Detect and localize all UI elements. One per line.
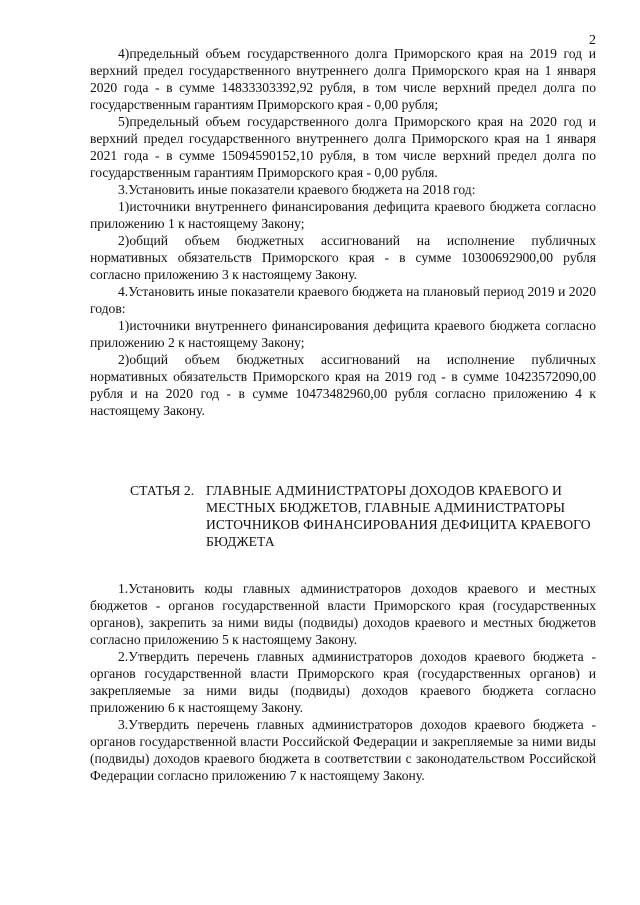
paragraph-debt-2019: 4)предельный объем государственного долга Приморского края на 2019 год и верхний предел государственного внутреннего долга Приморского края на 1 января 2020 года - в сумме 14833303392,92 рубля, в том числе верхний предел долга по государственным гарантиям Приморского края - 0,00 рубля; bbox=[90, 46, 596, 112]
paragraph-item-3-1: 1)источники внутреннего финансирования дефицита краевого бюджета согласно приложению 1 к настоящему Закону; bbox=[90, 199, 596, 231]
paragraph-item-4-2: 2)общий объем бюджетных ассигнований на исполнение публичных нормативных обязательств Приморского края на 2019 год - в сумме 10423572090,00 рубля и на 2020 год - в сумме 10473482960,00 рубля согласно приложению 4 к настоящему Закону. bbox=[90, 352, 596, 418]
top-text-block bbox=[90, 45, 596, 419]
paragraph-item-4-1: 1)источники внутреннего финансирования дефицита краевого бюджета согласно приложению 2 к настоящему Закону; bbox=[90, 318, 596, 350]
paragraph-item-3: 3.Установить иные показатели краевого бюджета на 2018 год: bbox=[118, 182, 476, 197]
article-title: ГЛАВНЫЕ АДМИНИСТРАТОРЫ ДОХОДОВ КРАЕВОГО И МЕСТНЫХ БЮДЖЕТОВ, ГЛАВНЫЕ АДМИНИСТРАТОРЫ ИСТОЧНИКОВ ФИНАНСИРОВАНИЯ ДЕФИЦИТА КРАЕВОГО БЮДЖЕТА bbox=[206, 483, 591, 549]
paragraph-item-3-2: 2)общий объем бюджетных ассигнований на исполнение публичных нормативных обязательств Приморского края - в сумме 10300692900,00 рубля согласно приложению 3 к настоящему Закону. bbox=[90, 233, 596, 282]
paragraph-article2-item-3: 3.Утвердить перечень главных администраторов доходов краевого бюджета - органов государственной власти Российской Федерации и закрепляемые за ними виды (подвиды) доходов краевого бюджета в соответствии с законодательством Российской Федерации согласно приложению 7 к настоящему Закону. bbox=[90, 717, 596, 783]
paragraph-item-4: 4.Установить иные показатели краевого бюджета на плановый период 2019 и 2020 годов: bbox=[90, 284, 596, 316]
paragraph-debt-2020: 5)предельный объем государственного долга Приморского края на 2020 год и верхний предел государственного внутреннего долга Приморского края на 1 января 2021 года - в сумме 15094590152,10 рубля, в том числе верхний предел долга по государственным гарантиям Приморского края - 0,00 рубля. bbox=[90, 114, 596, 180]
paragraph-article2-item-1: 1.Установить коды главных администраторов доходов краевого и местных бюджетов - органов государственной власти Приморского края (государственных органов), закрепить за ними виды (подвиды) доходов краевого и местных бюджетов согласно приложению 5 к настоящему Закону. bbox=[90, 581, 596, 647]
page-number: 2 bbox=[589, 33, 596, 48]
article-heading bbox=[130, 482, 600, 550]
paragraph-article2-item-2: 2.Утвердить перечень главных администраторов доходов краевого бюджета - органов государственной власти Приморского края (государственных органов) и закрепляемые за ними виды (подвиды) доходов краевого бюджета согласно приложению 6 к настоящему Закону. bbox=[90, 649, 596, 715]
article-label: СТАТЬЯ 2. bbox=[130, 483, 195, 498]
bottom-text-block bbox=[90, 580, 596, 784]
